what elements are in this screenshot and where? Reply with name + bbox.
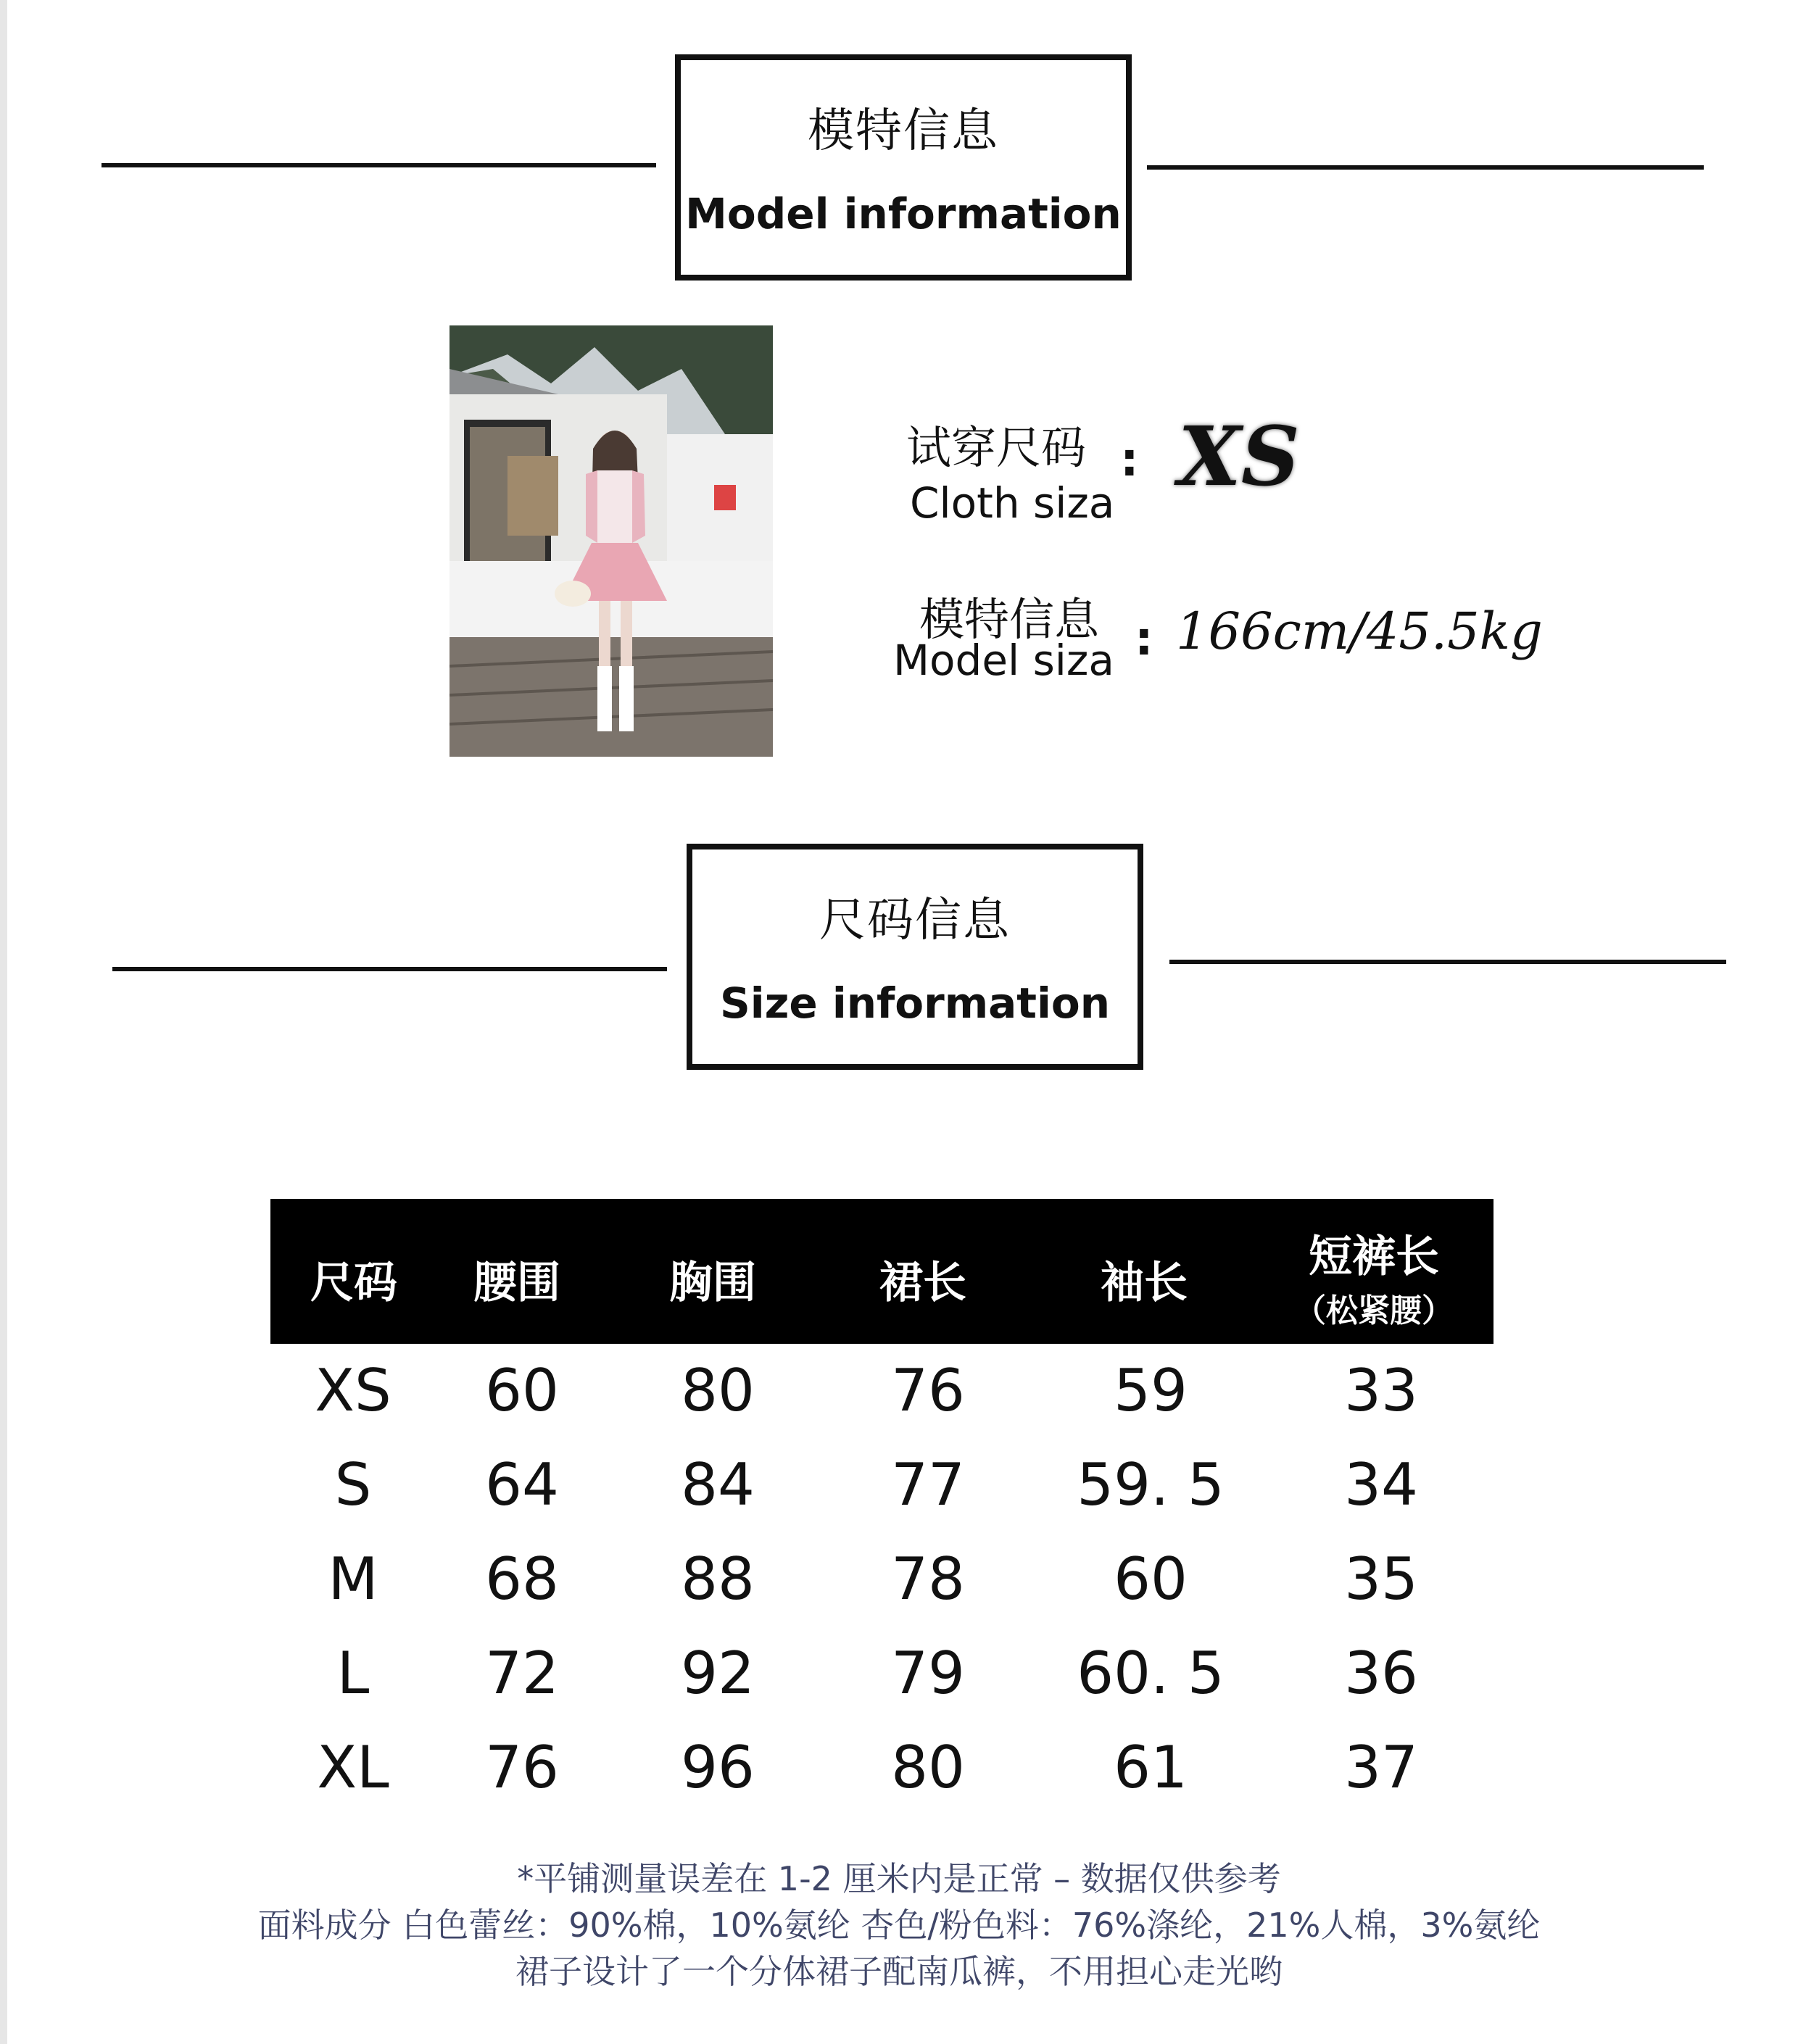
size-info-title-cn: 尺码信息 <box>819 894 1011 947</box>
size-table-header <box>270 1199 1494 1344</box>
cell-waist: 64 <box>485 1451 559 1519</box>
cell-size: M <box>328 1545 378 1613</box>
size-divider-left <box>112 967 667 971</box>
cell-shorts-length: 35 <box>1344 1545 1418 1613</box>
divider-left <box>102 163 656 167</box>
note-fabric: 面料成分 白色蕾丝：90%棉，10%氨纶 杏色/粉色料：76%涤纶，21%人棉，3%氨纶 <box>257 1906 1541 1945</box>
divider-right <box>1147 165 1704 170</box>
cell-shorts-length: 34 <box>1344 1451 1418 1519</box>
note-design: 裙子设计了一个分体裙子配南瓜裤，不用担心走光哟 <box>515 1952 1283 1991</box>
cloth-size-colon: : <box>1120 433 1139 487</box>
cell-waist: 72 <box>485 1640 559 1707</box>
model-info-title-box <box>675 54 1132 281</box>
cell-size: L <box>336 1640 370 1707</box>
cell-sleeve-length: 61 <box>1114 1734 1188 1801</box>
cell-skirt-length: 80 <box>891 1734 965 1801</box>
cell-bust: 80 <box>681 1357 755 1424</box>
model-info-title-en: Model information <box>685 189 1122 238</box>
size-divider-right <box>1169 960 1726 964</box>
model-size-label-cn: 模特信息 <box>919 593 1100 646</box>
cell-waist: 68 <box>485 1545 559 1613</box>
cell-size: S <box>334 1451 372 1519</box>
header-waist: 腰围 <box>473 1258 560 1308</box>
cell-bust: 88 <box>681 1545 755 1613</box>
model-photo-image <box>450 325 773 757</box>
header-shorts-length: 短裤长 <box>1309 1231 1439 1282</box>
cell-shorts-length: 33 <box>1344 1357 1418 1424</box>
cell-waist: 60 <box>485 1357 559 1424</box>
cell-bust: 96 <box>681 1734 755 1801</box>
model-size-value: 166cm/45.5kg <box>1176 602 1543 661</box>
cell-bust: 92 <box>681 1640 755 1707</box>
header-shorts-note: （松紧腰） <box>1294 1292 1454 1329</box>
model-info-title-cn: 模特信息 <box>808 104 999 158</box>
note-measurement: *平铺测量误差在 1-2 厘米内是正常 – 数据仅供参考 <box>517 1859 1281 1898</box>
size-info-title-en: Size information <box>719 979 1111 1028</box>
cell-skirt-length: 76 <box>891 1357 965 1424</box>
cell-skirt-length: 77 <box>891 1451 965 1519</box>
model-photo <box>450 325 773 757</box>
cell-sleeve-length: 60. 5 <box>1077 1640 1225 1707</box>
cloth-size-label-en: Cloth siza <box>910 478 1115 528</box>
model-size-colon: : <box>1135 612 1153 666</box>
cell-size: XL <box>317 1734 389 1801</box>
header-sleeve-length: 袖长 <box>1101 1258 1188 1308</box>
page-edge <box>0 0 7 2044</box>
header-bust: 胸围 <box>669 1258 756 1308</box>
cell-sleeve-length: 60 <box>1114 1545 1188 1613</box>
size-info-title-box <box>687 844 1143 1070</box>
header-skirt-length: 裙长 <box>879 1258 966 1308</box>
cell-shorts-length: 37 <box>1344 1734 1418 1801</box>
cell-sleeve-length: 59. 5 <box>1077 1451 1225 1519</box>
cell-sleeve-length: 59 <box>1114 1357 1188 1424</box>
cell-shorts-length: 36 <box>1344 1640 1418 1707</box>
cloth-size-label-cn: 试穿尺码 <box>906 421 1087 474</box>
cell-waist: 76 <box>485 1734 559 1801</box>
header-size: 尺码 <box>310 1258 397 1308</box>
cell-skirt-length: 78 <box>891 1545 965 1613</box>
cell-bust: 84 <box>681 1451 755 1519</box>
model-size-label-en: Model siza <box>893 636 1114 685</box>
cell-size: XS <box>315 1357 392 1424</box>
cloth-size-value: XS <box>1178 410 1300 504</box>
cell-skirt-length: 79 <box>891 1640 965 1707</box>
